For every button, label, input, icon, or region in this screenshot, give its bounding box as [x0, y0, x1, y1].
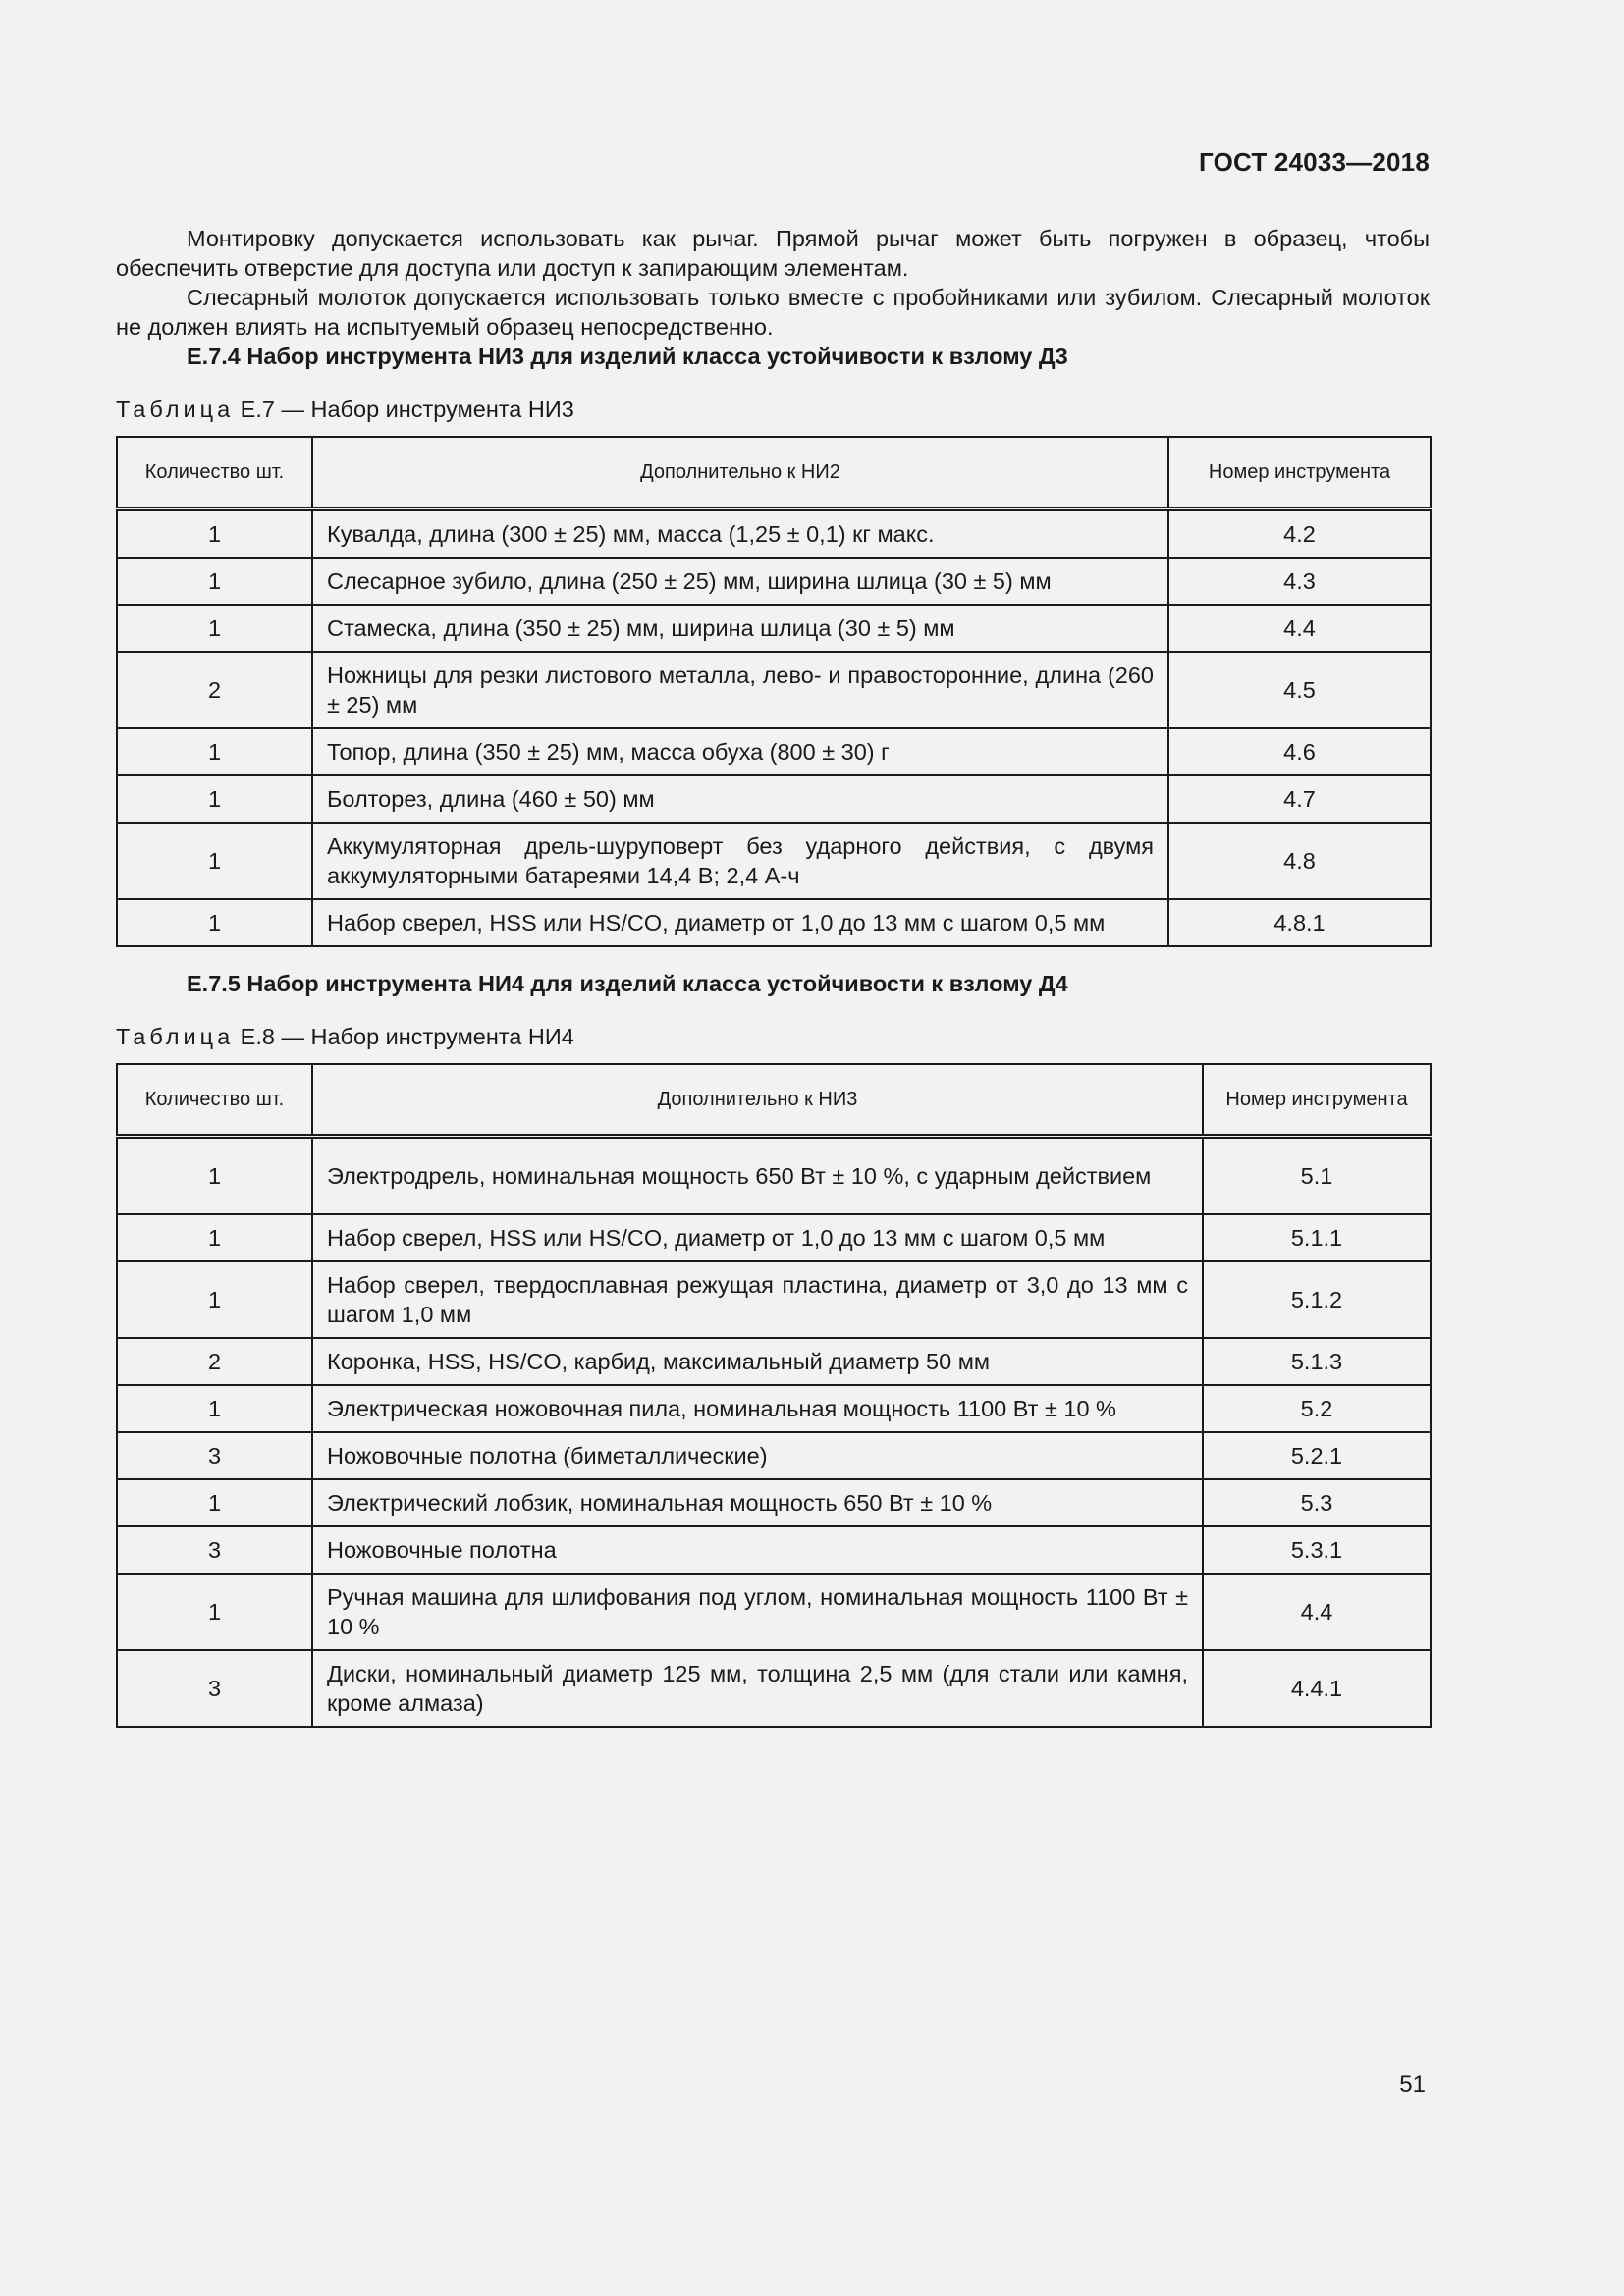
table-caption-word: Таблица	[116, 397, 235, 422]
table-caption-text: Е.7 — Набор инструмента НИ3	[234, 397, 574, 422]
cell-qty: 1	[117, 1385, 312, 1432]
section-heading-e75: Е.7.5 Набор инструмента НИ4 для изделий класса устойчивости к взлому Д4	[187, 971, 1068, 996]
cell-num: 4.4	[1203, 1574, 1431, 1650]
cell-desc: Диски, номинальный диаметр 125 мм, толщина 2,5 мм (для стали или камня, кроме алмаза)	[312, 1650, 1203, 1727]
table-caption-e8	[116, 1022, 1430, 1051]
cell-num: 4.7	[1168, 775, 1431, 823]
table-row	[117, 1214, 1431, 1261]
table-row	[117, 1432, 1431, 1479]
table-row	[117, 605, 1431, 652]
page-content	[116, 224, 1430, 1728]
table-row	[117, 1261, 1431, 1338]
cell-num: 4.5	[1168, 652, 1431, 728]
table-row	[117, 652, 1431, 728]
cell-num: 5.1	[1203, 1137, 1431, 1215]
table-row	[117, 728, 1431, 775]
document-code: ГОСТ 24033—2018	[1199, 147, 1430, 177]
cell-desc: Электрическая ножовочная пила, номинальная мощность 1100 Вт ± 10 %	[312, 1385, 1203, 1432]
cell-qty: 1	[117, 1261, 312, 1338]
table-row	[117, 558, 1431, 605]
section-heading-e74: Е.7.4 Набор инструмента НИ3 для изделий класса устойчивости к взлому Д3	[187, 344, 1068, 369]
table-row	[117, 1479, 1431, 1526]
cell-desc: Стамеска, длина (350 ± 25) мм, ширина шлица (30 ± 5) мм	[312, 605, 1168, 652]
cell-qty: 1	[117, 899, 312, 946]
table-caption-text: Е.8 — Набор инструмента НИ4	[234, 1024, 574, 1049]
cell-qty: 1	[117, 775, 312, 823]
table-header-row	[117, 1064, 1431, 1137]
cell-num: 4.4.1	[1203, 1650, 1431, 1727]
table-e8-body	[117, 1137, 1431, 1728]
table-row	[117, 823, 1431, 899]
cell-num: 5.1.3	[1203, 1338, 1431, 1385]
paragraph-pry-bar: Монтировку допускается использовать как рычаг. Прямой рычаг может быть погружен в образец, чтобы обеспечить отверстие для доступа или доступ к запирающим элементам.	[116, 226, 1430, 281]
cell-desc: Набор сверел, HSS или HS/CO, диаметр от 1,0 до 13 мм с шагом 0,5 мм	[312, 1214, 1203, 1261]
table-row	[117, 1338, 1431, 1385]
table-row	[117, 509, 1431, 559]
table-row	[117, 775, 1431, 823]
cell-desc: Набор сверел, HSS или HS/CO, диаметр от 1,0 до 13 мм с шагом 0,5 мм	[312, 899, 1168, 946]
table-caption-word: Таблица	[116, 1024, 235, 1049]
cell-desc: Ножовочные полотна	[312, 1526, 1203, 1574]
table-e8	[116, 1063, 1432, 1728]
cell-desc: Аккумуляторная дрель-шуруповерт без ударного действия, с двумя аккумуляторными батареями 14,4 В; 2,4 А-ч	[312, 823, 1168, 899]
cell-desc: Ножницы для резки листового металла, лево- и правосторонние, длина (260 ± 25) мм	[312, 652, 1168, 728]
cell-qty: 1	[117, 509, 312, 559]
cell-qty: 1	[117, 728, 312, 775]
cell-desc: Топор, длина (350 ± 25) мм, масса обуха (800 ± 30) г	[312, 728, 1168, 775]
header-qty: Количество шт.	[117, 1064, 312, 1137]
cell-qty: 1	[117, 1479, 312, 1526]
cell-qty: 1	[117, 1137, 312, 1215]
cell-num: 4.8	[1168, 823, 1431, 899]
page-number: 51	[1399, 2071, 1426, 2098]
cell-qty: 3	[117, 1526, 312, 1574]
table-e7	[116, 436, 1432, 947]
header-desc: Дополнительно к НИ2	[312, 437, 1168, 509]
cell-num: 5.3	[1203, 1479, 1431, 1526]
cell-desc: Ножовочные полотна (биметаллические)	[312, 1432, 1203, 1479]
cell-num: 4.8.1	[1168, 899, 1431, 946]
cell-desc: Ручная машина для шлифования под углом, номинальная мощность 1100 Вт ± 10 %	[312, 1574, 1203, 1650]
cell-qty: 1	[117, 1214, 312, 1261]
cell-desc: Кувалда, длина (300 ± 25) мм, масса (1,25 ± 0,1) кг макс.	[312, 509, 1168, 559]
cell-qty: 1	[117, 605, 312, 652]
cell-num: 5.1.1	[1203, 1214, 1431, 1261]
cell-num: 5.2.1	[1203, 1432, 1431, 1479]
table-row	[117, 1574, 1431, 1650]
cell-desc: Болторез, длина (460 ± 50) мм	[312, 775, 1168, 823]
cell-desc: Электродрель, номинальная мощность 650 Вт ± 10 %, с ударным действием	[312, 1137, 1203, 1215]
cell-qty: 3	[117, 1432, 312, 1479]
table-e7-body	[117, 509, 1431, 947]
cell-qty: 1	[117, 1574, 312, 1650]
table-row	[117, 1650, 1431, 1727]
table-row	[117, 899, 1431, 946]
cell-num: 5.1.2	[1203, 1261, 1431, 1338]
cell-desc: Слесарное зубило, длина (250 ± 25) мм, ширина шлица (30 ± 5) мм	[312, 558, 1168, 605]
header-desc: Дополнительно к НИ3	[312, 1064, 1203, 1137]
table-caption-e7	[116, 395, 1430, 424]
cell-num: 5.2	[1203, 1385, 1431, 1432]
cell-qty: 3	[117, 1650, 312, 1727]
cell-num: 4.2	[1168, 509, 1431, 559]
cell-desc: Коронка, HSS, HS/CO, карбид, максимальный диаметр 50 мм	[312, 1338, 1203, 1385]
cell-num: 4.4	[1168, 605, 1431, 652]
cell-desc: Набор сверел, твердосплавная режущая пластина, диаметр от 3,0 до 13 мм с шагом 1,0 мм	[312, 1261, 1203, 1338]
cell-num: 4.6	[1168, 728, 1431, 775]
table-header-row	[117, 437, 1431, 509]
paragraph-hammer: Слесарный молоток допускается использовать только вместе с пробойниками или зубилом. Слесарный молоток не должен влиять на испытуемый образец непосредственно.	[116, 285, 1430, 340]
cell-qty: 2	[117, 1338, 312, 1385]
cell-qty: 2	[117, 652, 312, 728]
table-row	[117, 1385, 1431, 1432]
cell-qty: 1	[117, 823, 312, 899]
header-num: Номер инструмента	[1203, 1064, 1431, 1137]
cell-desc: Электрический лобзик, номинальная мощность 650 Вт ± 10 %	[312, 1479, 1203, 1526]
cell-num: 5.3.1	[1203, 1526, 1431, 1574]
header-num: Номер инструмента	[1168, 437, 1431, 509]
cell-num: 4.3	[1168, 558, 1431, 605]
header-qty: Количество шт.	[117, 437, 312, 509]
table-row	[117, 1137, 1431, 1215]
cell-qty: 1	[117, 558, 312, 605]
table-row	[117, 1526, 1431, 1574]
